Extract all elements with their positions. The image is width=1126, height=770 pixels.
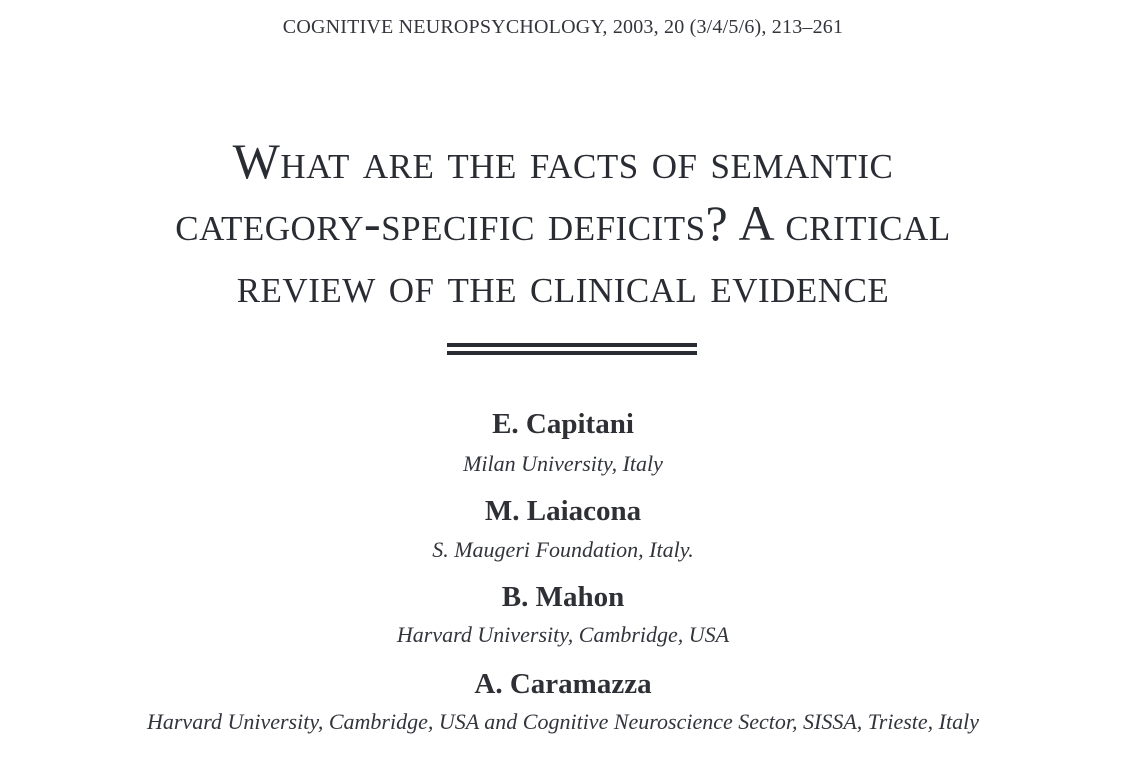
- author-affiliation: Harvard University, Cambridge, USA and Cognitive Neuroscience Sector, SISSA, Trieste, Italy: [146, 709, 979, 734]
- article-title: [0, 130, 1126, 316]
- title-divider-rule: [447, 343, 697, 347]
- title-divider-rule: [447, 351, 697, 355]
- author-name: M. Laiacona: [484, 495, 642, 527]
- author-affiliation: Harvard University, Cambridge, USA: [396, 622, 730, 647]
- title-line: What are the facts of semantic: [232, 133, 894, 189]
- title-line: review of the clinical evidence: [236, 257, 890, 313]
- author-name: E. Capitani: [492, 408, 634, 440]
- author-affiliation: S. Maugeri Foundation, Italy.: [432, 537, 694, 562]
- author-name: B. Mahon: [501, 581, 625, 613]
- author-affiliation: Milan University, Italy: [463, 451, 663, 476]
- running-head: COGNITIVE NEUROPSYCHOLOGY, 2003, 20 (3/4/5/6), 213–261: [282, 16, 844, 38]
- author-name: A. Caramazza: [474, 668, 652, 700]
- title-line: category-specific deficits? A critical: [175, 195, 951, 251]
